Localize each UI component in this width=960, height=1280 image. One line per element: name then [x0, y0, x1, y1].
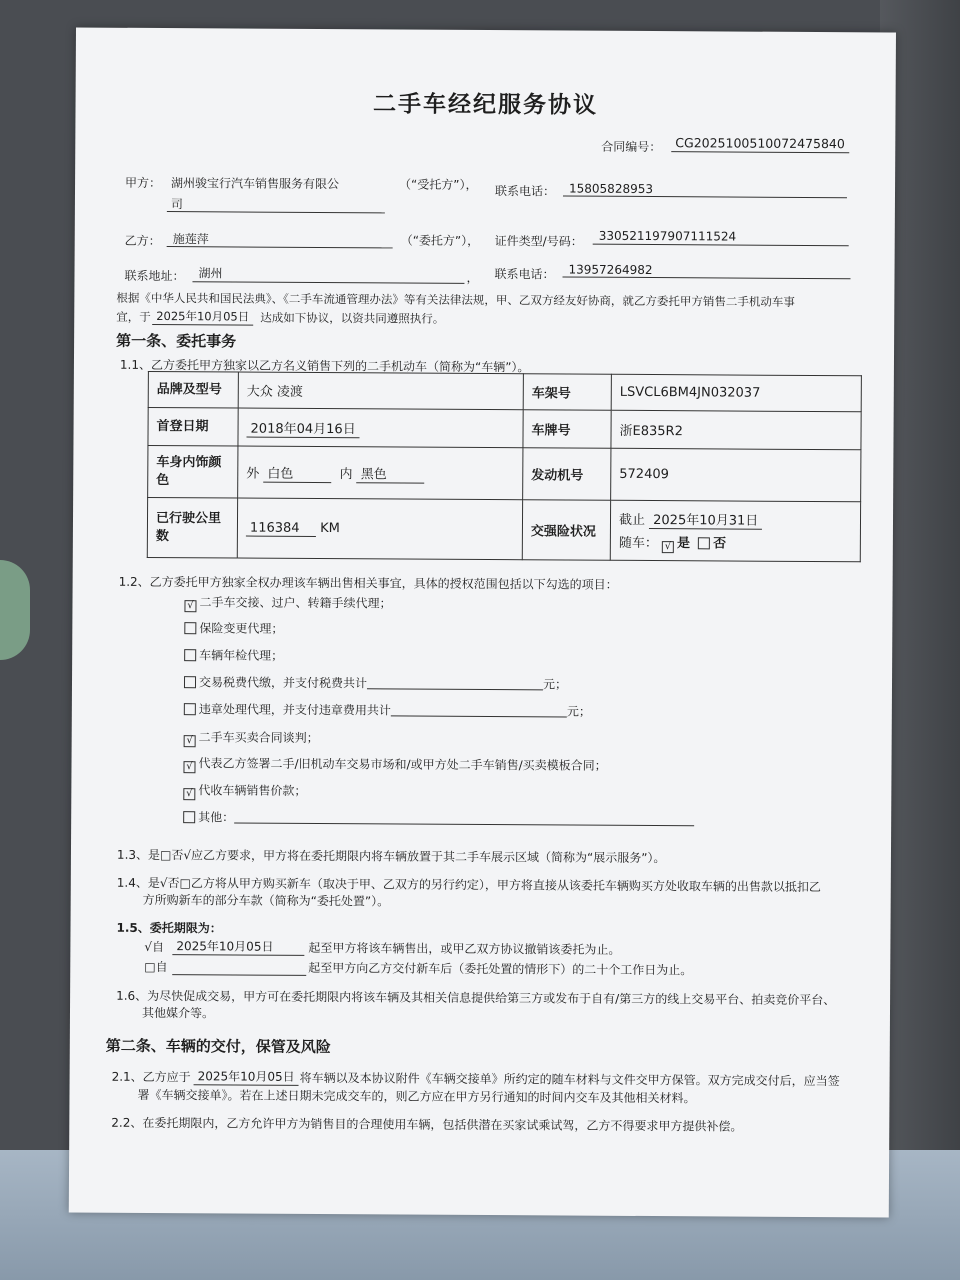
term-option-1-date: 2025年10月05日 — [172, 938, 304, 956]
insurance-cell — [610, 500, 860, 562]
checkbox-icon — [184, 622, 196, 634]
vin-value: LSVCL6BM4JN032037 — [611, 374, 861, 412]
insurance-until-label: 截止 — [618, 512, 646, 528]
checked-checkbox-icon: √ — [184, 600, 196, 612]
clause-1-5-title: 1.5、委托期限为： — [116, 920, 222, 936]
party-a-label: 甲方： — [125, 175, 162, 191]
checkbox-icon — [184, 649, 196, 661]
vehicle-info-table — [147, 371, 862, 562]
clause-2-1-start: 2.1、乙方应于 — [111, 1069, 191, 1085]
checked-checkbox-icon: √ — [184, 735, 196, 747]
clause-1-1: 1.1、乙方委托甲方独家以乙方名义销售下列的二手机动车（简称为“车辆”）。 — [119, 357, 530, 375]
authorization-item-suffix: 元； — [542, 677, 568, 692]
clause-1-2: 1.2、乙方委托甲方独家全权办理该车辆出售相关事宜，具体的授权范围包括以下勾选的项目： — [118, 574, 618, 592]
authorization-item — [183, 809, 694, 828]
term-option-1-text: 起至甲方将该车辆售出，或甲乙双方协议撤销该委托为止。 — [308, 940, 621, 957]
party-a-phone: 15805828953 — [568, 181, 654, 197]
plate-value: 浙E835R2 — [611, 410, 861, 450]
authorization-item — [184, 674, 567, 692]
reg-date-value: 2018年04月16日 — [247, 417, 360, 438]
authorization-item — [184, 647, 283, 664]
insurance-label: 交强险状况 — [522, 500, 610, 561]
underline — [391, 704, 567, 717]
contract-number-label: 合同编号： — [601, 139, 662, 155]
address-comma: ， — [466, 270, 479, 285]
party-a-name-line1: 湖州骏宝行汽车销售服务有限公 — [171, 176, 340, 192]
party-a-phone-label: 联系电话： — [494, 184, 556, 199]
authorization-item-label: 二手车买卖合同谈判； — [198, 730, 319, 745]
intro-date: 2025年10月05日 — [152, 308, 253, 326]
plate-label: 车牌号 — [523, 410, 611, 449]
reg-date-label: 首登日期 — [148, 407, 238, 446]
document-title: 二手车经纪服务协议 — [372, 91, 599, 119]
clause-2-1-date: 2025年10月05日 — [194, 1068, 299, 1086]
color-in-label: 内 — [339, 466, 353, 482]
id-label: 证件类型/号码： — [494, 234, 583, 249]
party-a-name-line2: 司 — [170, 197, 183, 212]
authorization-item-label: 代收车辆销售价款； — [198, 783, 307, 798]
brand-value: 大众 凌渡 — [238, 372, 523, 410]
engine-value: 572409 — [611, 448, 861, 502]
intro-line2-start: 宜，于 — [116, 309, 151, 324]
address: 湖州 — [198, 266, 223, 281]
underline — [367, 677, 543, 690]
clause-1-4-line2: 方所购新车的部分车款（简称为“委托处置”）。 — [142, 892, 390, 909]
party-b-phone: 13957264982 — [568, 262, 653, 278]
insurance-until-date: 2025年10月31日 — [649, 509, 762, 530]
term-option-1-prefix: √自 — [144, 939, 165, 955]
no-label: 否 — [713, 535, 727, 551]
authorization-item-label: 其他： — [198, 810, 235, 825]
mileage-value: 116384 — [246, 520, 316, 536]
authorization-item-label: 违章处理代理，并支付违章费用共计 — [198, 702, 391, 718]
clause-1-3: 1.3、是□否√应乙方要求，甲方将在委托期限内将车辆放置于其二手车展示区域（简称为“展示服务”）。 — [116, 847, 666, 866]
contract-page — [69, 27, 896, 1217]
color-in-value: 黑色 — [357, 463, 425, 483]
authorization-item — [184, 701, 591, 719]
authorization-item — [184, 729, 319, 748]
underline — [167, 211, 385, 213]
authorization-item-label: 二手车交接、过户、转籍手续代理； — [199, 595, 392, 611]
clause-1-6-line1: 1.6、为尽快促成交易，甲方可在委托期限内将该车辆及其相关信息提供给第三方或发布于自有/第三方的线上交易平台、拍卖竞价平台、 — [116, 988, 836, 1008]
authorization-item-label: 车辆年检代理； — [199, 648, 284, 663]
brand-label: 品牌及型号 — [148, 371, 238, 408]
color-out-label: 外 — [246, 466, 260, 482]
checkbox-icon — [184, 676, 196, 688]
clause-1-4-line1: 1.4、是√否□乙方将从甲方购买新车（取决于甲、乙双方的另行约定），甲方将直接从该委托车辆购买方处收取车辆的出售款以抵扣乙 — [116, 875, 821, 895]
mileage-unit: KM — [320, 520, 340, 536]
authorization-item-label: 代表乙方签署二手/旧机动车交易市场和/或甲方处二手车销售/买卖模板合同； — [198, 756, 607, 773]
underline — [562, 276, 850, 279]
checkbox-icon — [184, 703, 196, 715]
clause-1-6-line2: 其他媒介等。 — [141, 1005, 215, 1021]
address-label: 联系地址： — [124, 268, 185, 284]
checkbox-icon — [183, 811, 195, 823]
intro-line1: 根据《中华人民共和国民法典》、《二手车流通管理办法》等有关法律法规，甲、乙双方经友好协商，就乙方委托甲方销售二手机动车事 — [116, 290, 795, 309]
color-cell — [238, 446, 523, 500]
color-out-value: 白色 — [263, 462, 331, 482]
section-1-title: 第一条、委托事务 — [116, 331, 237, 351]
authorization-item-suffix: 元； — [566, 704, 591, 719]
checked-checkbox-icon: √ — [183, 761, 195, 773]
party-b-name: 施莲萍 — [172, 232, 209, 247]
engine-label: 发动机号 — [523, 448, 611, 501]
checked-checkbox-icon: √ — [183, 788, 195, 800]
mileage-cell — [237, 498, 522, 560]
clause-2-1-rest: 将车辆以及本协议附件《车辆交接单》所约定的随车材料与文件交甲方保管。双方完成交付后，应当签 — [299, 1070, 840, 1089]
underline — [192, 281, 464, 284]
clause-2-2: 2.2、在委托期限内，乙方允许甲方为销售目的合理使用车辆，包括供潜在买家试乘试驾，乙方不得要求甲方提供补偿。 — [111, 1115, 743, 1134]
checkbox-icon — [698, 537, 710, 549]
intro-line2-end: 达成如下协议，以资共同遵照执行。 — [260, 310, 445, 326]
underline — [593, 244, 849, 247]
party-b-label: 乙方： — [124, 233, 161, 249]
underline — [167, 246, 393, 248]
checked-checkbox-icon: √ — [662, 541, 674, 553]
insurance-with-label: 随车： — [618, 535, 658, 551]
term-option-2-prefix: □自 — [144, 959, 168, 975]
underline — [172, 974, 306, 976]
authorization-item — [184, 594, 391, 613]
party-b-phone-label: 联系电话： — [494, 267, 555, 282]
authorization-item-label: 保险变更代理； — [199, 621, 284, 636]
background-object — [0, 560, 30, 660]
authorization-item — [184, 620, 283, 637]
color-label: 车身内饰颜色 — [148, 445, 238, 498]
authorization-item-label: 交易税费代缴，并支付税费共计 — [198, 675, 368, 691]
section-2-title: 第二条、车辆的交付，保管及风险 — [105, 1036, 331, 1057]
reg-date-cell — [238, 408, 523, 448]
vin-label: 车架号 — [523, 374, 611, 411]
underline — [234, 811, 694, 826]
contract-number: CG2025100510072475840 — [671, 135, 849, 153]
term-option-2-text: 起至甲方向乙方交付新车后（委托处置的情形下）的二十个工作日为止。 — [308, 960, 693, 978]
mileage-label: 已行驶公里数 — [147, 497, 237, 558]
authorization-item — [183, 755, 606, 776]
yes-label: 是 — [676, 535, 691, 551]
party-b-role: （“委托方”）， — [400, 233, 480, 248]
authorization-item — [183, 782, 306, 801]
clause-2-1-line2: 署《车辆交接单》。若在上述日期未完成交车的，则乙方应在甲方另行通知的时间内交车及其他相关材料。 — [137, 1087, 696, 1106]
party-a-role: （“受托方”）， — [399, 177, 478, 192]
id-number: 330521197907111524 — [598, 228, 737, 244]
underline — [563, 195, 847, 198]
